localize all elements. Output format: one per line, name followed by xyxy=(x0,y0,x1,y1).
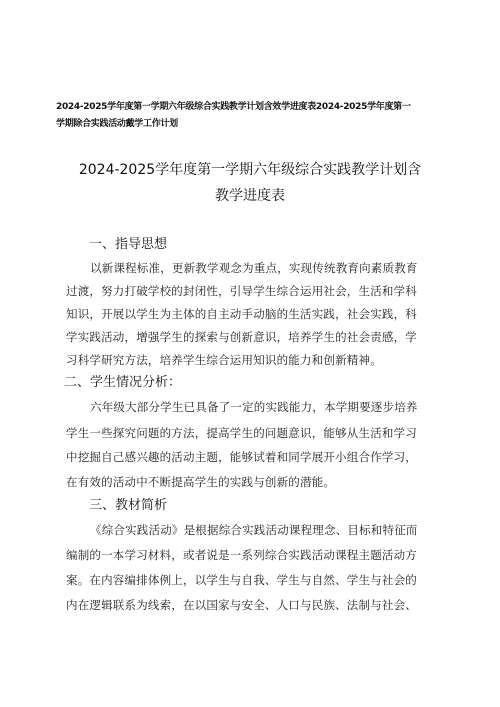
paragraph-line: 过渡，努力打破学校的封闭性，引导学生综合运用社会，生活和学科 xyxy=(66,284,417,298)
header-line-1: 2024-2025学年度第一学期六年级综合实践教学计划含效学进度表2024-2025学年度第一 xyxy=(56,102,411,112)
paragraph-line: 《综合实践活动》是根据综合实践活动课程理念、目标和特征而 xyxy=(90,523,418,537)
document-title-line-2: 教学进度表 xyxy=(215,188,285,204)
section-heading-student-analysis: 二、学生情况分析： xyxy=(64,375,182,390)
paragraph-line: 在有效的活动中不断提高学生的实践与创新的潜能。 xyxy=(66,475,336,489)
paragraph-line: 习科学研究方法，培养学生综合运用知识的能力和创新精神。 xyxy=(66,353,382,367)
paragraph-line: 内在逻辑联系为线索，在以国家与安全、人口与民族、法制与社会、 xyxy=(66,598,417,612)
paragraph-line: 编制的一本学习材料，或者说是一系列综合实践活动课程主题活动方 xyxy=(66,548,417,562)
paragraph-line: 学实践活动，增强学生的探索与创新意识，培养学生的社会责感，学 xyxy=(66,330,417,344)
paragraph-line: 六年级大部分学生已具备了一定的实践能力，本学期要逐步培养 xyxy=(90,400,418,414)
paragraph-line: 学生一些探究问题的方法，提高学生的问题意识，能够从生活和学习 xyxy=(66,426,417,440)
document-title-line-1: 2024-2025学年度第一学期六年级综合实践教学计划含 xyxy=(78,162,422,178)
header-line-2: 学期除合实践活动戴学工作计划 xyxy=(56,119,178,129)
section-heading-guiding-thought: 一、指导思想 xyxy=(89,237,168,252)
paragraph-line: 中挖掘自己感兴趣的活动主题，能够试着和同学展开小组合作学习， xyxy=(66,450,417,464)
paragraph-line: 知识，开展以学生为主体的自主动手动脑的生活实践，社会实践，科 xyxy=(66,307,417,321)
paragraph-line: 以新课程标准，更新教学观念为重点，实现传统教育向素质教育 xyxy=(90,261,418,275)
paragraph-line: 案。在内容编排体例上，以学生与自我、学生与自然、学生与社会的 xyxy=(66,573,417,587)
section-heading-textbook-analysis: 三、教材简析 xyxy=(89,498,168,513)
